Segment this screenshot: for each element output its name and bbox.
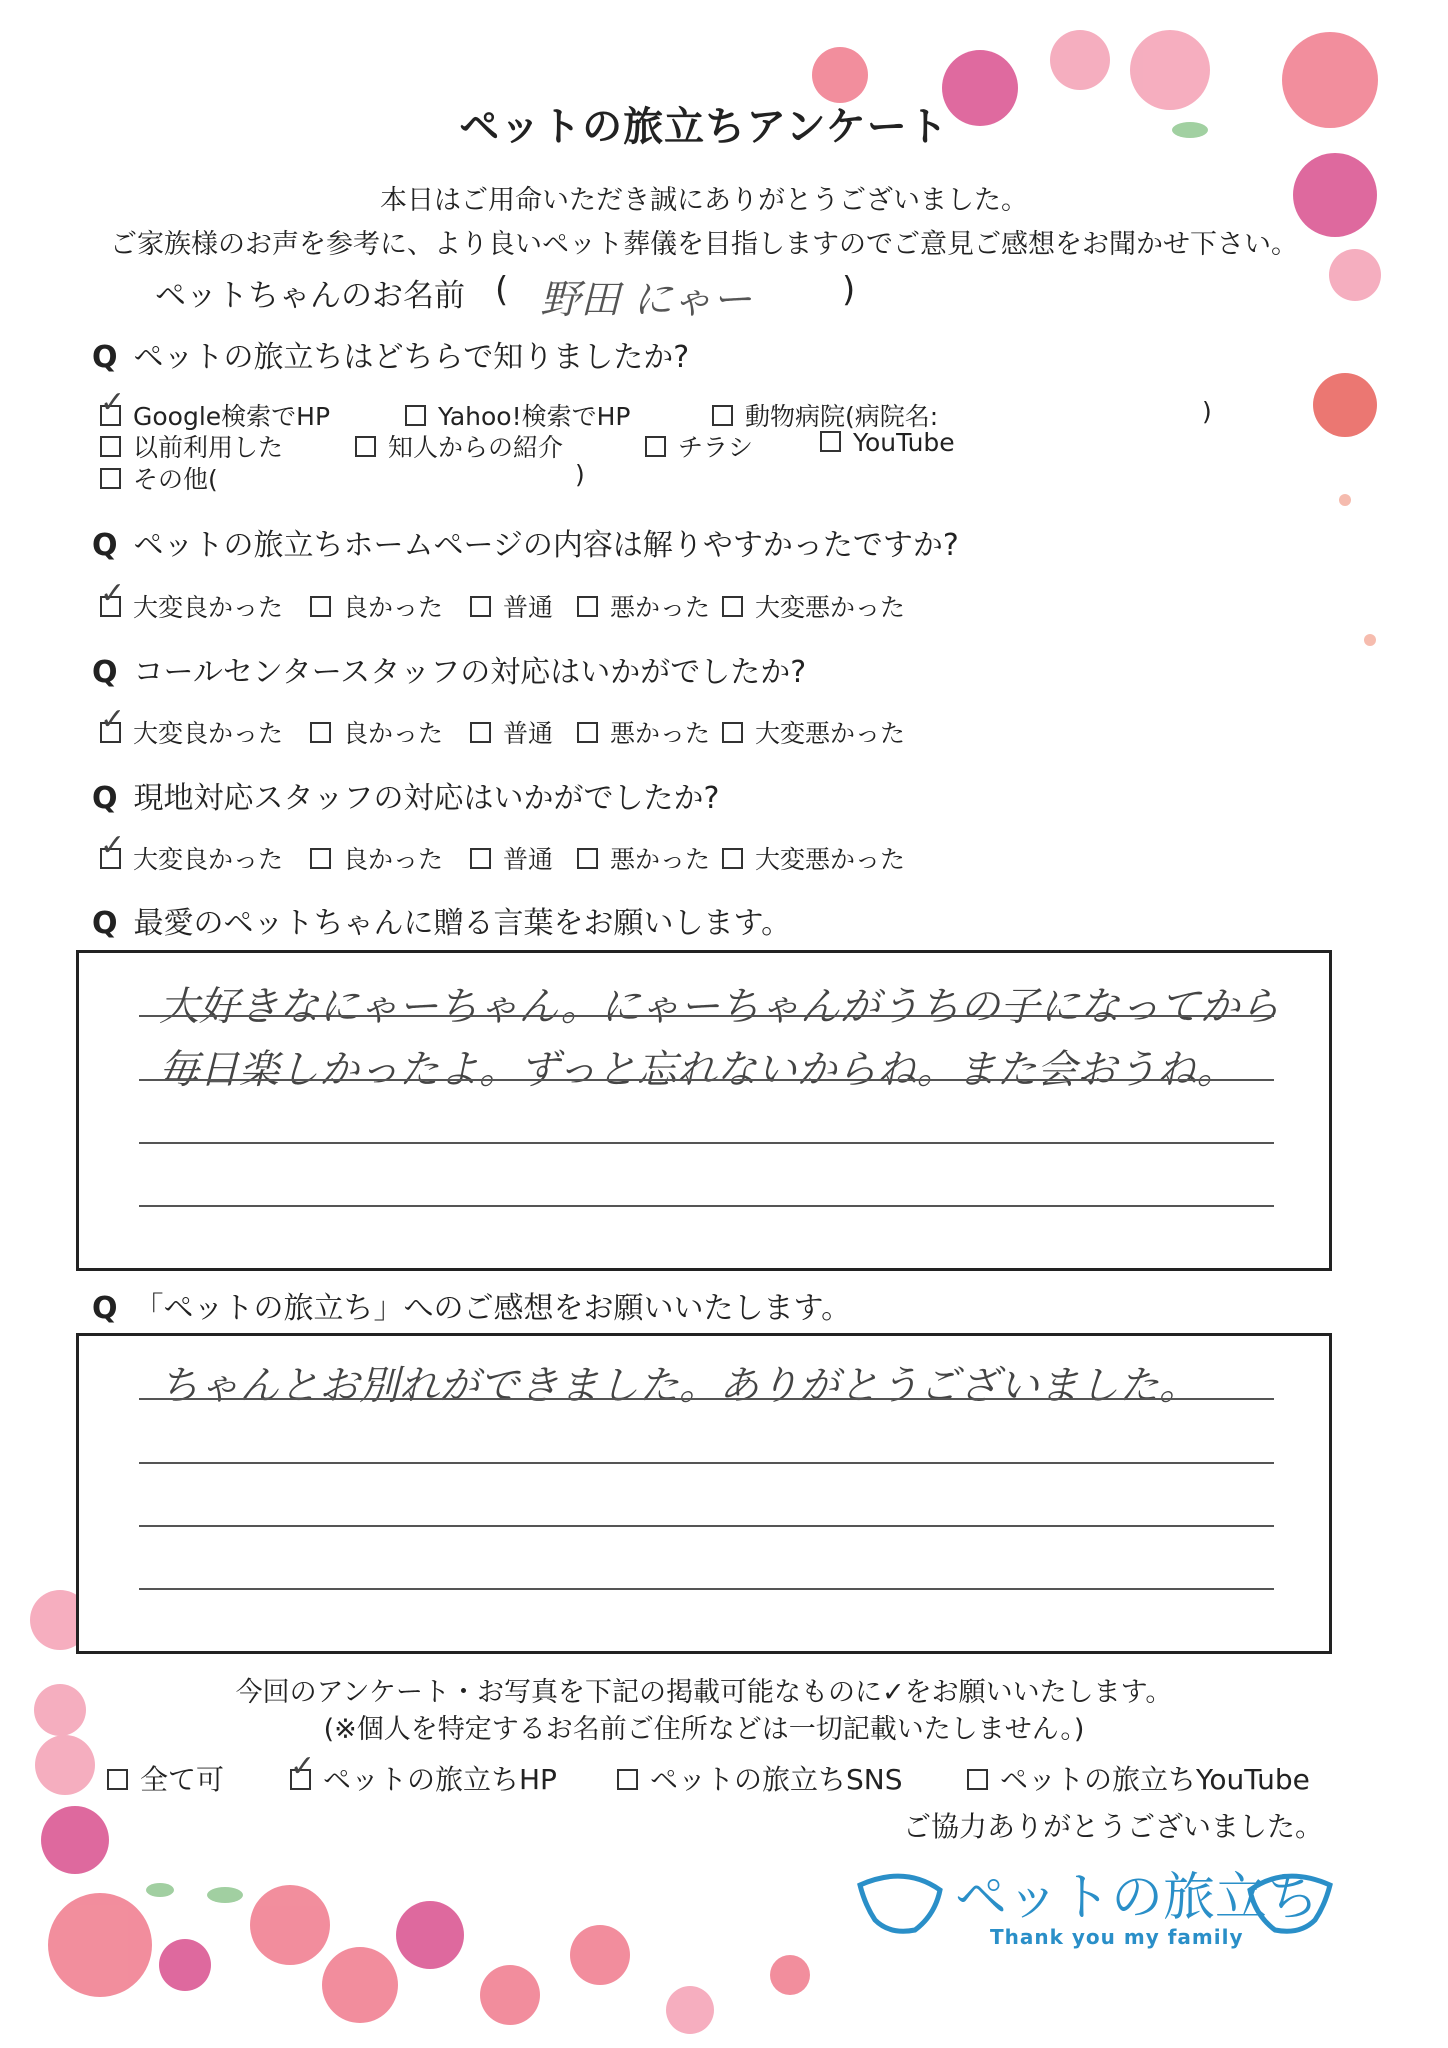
question-mark: Q <box>92 528 118 563</box>
question-text: 「ペットの旅立ち」へのご感想をお願いいたします。 <box>133 1291 852 1326</box>
checkbox[interactable] <box>712 405 733 426</box>
checkbox[interactable] <box>722 722 743 743</box>
other-close-paren: ) <box>575 460 585 489</box>
ruled-line <box>139 1525 1274 1527</box>
question-mark: Q <box>92 906 118 941</box>
q4-option-very-good[interactable] <box>100 840 283 876</box>
question-3 <box>92 647 806 691</box>
checkbox[interactable] <box>577 596 598 617</box>
option-label: 普通 <box>503 593 554 622</box>
option-label: 悪かった <box>610 845 711 874</box>
option-label: 悪かった <box>610 719 711 748</box>
question-mark: Q <box>92 781 118 816</box>
checkbox[interactable] <box>405 405 426 426</box>
checkbox[interactable] <box>577 722 598 743</box>
ruled-line <box>139 1205 1274 1207</box>
option-label: 動物病院(病院名: <box>745 402 939 431</box>
option-label: 全て可 <box>140 1763 225 1796</box>
closing-message: ご協力ありがとうございました。 <box>902 1810 1323 1843</box>
option-label: 普通 <box>503 845 554 874</box>
option-label: 大変悪かった <box>755 593 906 622</box>
ruled-line <box>139 1142 1274 1144</box>
message-answer-box[interactable] <box>76 950 1332 1271</box>
option-label: その他( <box>133 465 218 494</box>
option-label: 普通 <box>503 719 554 748</box>
checkbox[interactable] <box>107 1769 128 1790</box>
checkbox[interactable] <box>470 722 491 743</box>
q2-option-good[interactable] <box>310 588 443 624</box>
answer-line-1: ちゃんとお別れができました。ありがとうございました。 <box>159 1363 1199 1409</box>
option-label: 良かった <box>343 719 444 748</box>
checkbox[interactable] <box>722 848 743 869</box>
q2-option-bad[interactable] <box>577 588 710 624</box>
checkbox[interactable] <box>310 722 331 743</box>
option-other[interactable] <box>100 460 218 496</box>
answer-line-1: 大好きなにゃーちゃん。にゃーちゃんがうちの子になってから <box>159 984 1280 1030</box>
checkbox[interactable] <box>577 848 598 869</box>
ruled-line <box>139 1398 1274 1400</box>
option-label: 良かった <box>343 593 444 622</box>
option-label: ペットの旅立ちSNS <box>650 1763 903 1796</box>
option-label: 良かった <box>343 845 444 874</box>
answer-line-2: 毎日楽しかったよ。ずっと忘れないからね。また会おうね。 <box>159 1047 1237 1093</box>
brand-logo <box>845 1855 1345 1975</box>
option-label: 大変悪かった <box>755 719 906 748</box>
page-title: ペットの旅立ちアンケート <box>459 104 949 150</box>
pet-name-label: ペットちゃんのお名前 <box>155 278 465 314</box>
checkbox[interactable] <box>100 468 121 489</box>
q3-option-very-good[interactable] <box>100 714 283 750</box>
q4-option-bad[interactable] <box>577 840 710 876</box>
question-text: ペットの旅立ちはどちらで知りましたか? <box>133 340 690 375</box>
checkbox-checked[interactable] <box>290 1769 311 1790</box>
ruled-line <box>139 1079 1274 1081</box>
checkbox[interactable] <box>967 1769 988 1790</box>
checkbox[interactable] <box>355 436 376 457</box>
option-label: Google検索でHP <box>133 402 331 431</box>
feedback-answer-box[interactable] <box>76 1333 1332 1654</box>
question-2 <box>92 520 959 564</box>
checkbox[interactable] <box>470 596 491 617</box>
publish-option-all[interactable] <box>107 1758 224 1798</box>
question-mark: Q <box>92 1291 118 1326</box>
q4-option-normal[interactable] <box>470 840 553 876</box>
question-text: 現地対応スタッフの対応はいかがでしたか? <box>133 781 720 816</box>
checkbox-checked[interactable] <box>100 722 121 743</box>
intro-line-1: 本日はご用命いただき誠にありがとうございました。 <box>380 185 1028 216</box>
option-label: Yahoo!検索でHP <box>438 402 631 431</box>
ruled-line <box>139 1462 1274 1464</box>
question-4 <box>92 773 719 817</box>
checkbox-checked[interactable] <box>100 405 121 426</box>
checkbox-checked[interactable] <box>100 848 121 869</box>
question-6 <box>92 1283 851 1327</box>
checkbox[interactable] <box>470 848 491 869</box>
pet-name-open-paren: ( <box>495 270 509 310</box>
publish-option-sns[interactable] <box>617 1758 903 1798</box>
question-text: 最愛のペットちゃんに贈る言葉をお願いします。 <box>133 906 792 941</box>
q3-option-good[interactable] <box>310 714 443 750</box>
q3-option-normal[interactable] <box>470 714 553 750</box>
option-label: ペットの旅立ちHP <box>323 1763 557 1796</box>
publish-notice-2: (※個人を特定するお名前ご住所などは一切記載いたしません。) <box>323 1714 1085 1745</box>
q2-option-very-good[interactable] <box>100 588 283 624</box>
checkbox[interactable] <box>100 436 121 457</box>
q2-option-very-bad[interactable] <box>722 588 905 624</box>
checkbox-checked[interactable] <box>100 596 121 617</box>
option-referral[interactable] <box>355 428 563 464</box>
option-label: 以前利用した <box>133 433 284 462</box>
question-5 <box>92 898 791 942</box>
question-mark: Q <box>92 340 118 375</box>
option-label: 大変良かった <box>133 593 284 622</box>
checkbox[interactable] <box>722 596 743 617</box>
option-flyer[interactable] <box>645 428 753 464</box>
publish-option-youtube[interactable] <box>967 1758 1310 1798</box>
q3-option-very-bad[interactable] <box>722 714 905 750</box>
q2-option-normal[interactable] <box>470 588 553 624</box>
ruled-line <box>139 1015 1274 1017</box>
publish-option-hp[interactable] <box>290 1758 557 1798</box>
option-label: 大変良かった <box>133 845 284 874</box>
option-label: 大変良かった <box>133 719 284 748</box>
checkbox[interactable] <box>617 1769 638 1790</box>
q3-option-bad[interactable] <box>577 714 710 750</box>
question-text: コールセンタースタッフの対応はいかがでしたか? <box>133 655 807 690</box>
checkbox[interactable] <box>645 436 666 457</box>
logo-text: ペットの旅立ち <box>955 1868 1320 1928</box>
publish-notice-1: 今回のアンケート・お写真を下記の掲載可能なものに✓をお願いいたします。 <box>235 1677 1173 1708</box>
option-label: 知人からの紹介 <box>388 433 564 462</box>
checkbox[interactable] <box>310 596 331 617</box>
option-label: チラシ <box>678 433 754 462</box>
option-label: 大変悪かった <box>755 845 906 874</box>
option-youtube[interactable] <box>820 428 955 457</box>
question-text: ペットの旅立ちホームページの内容は解りやすかったですか? <box>133 528 959 563</box>
q4-option-very-bad[interactable] <box>722 840 905 876</box>
logo-tagline: Thank you my family <box>990 1925 1244 1949</box>
pet-name-value[interactable]: 野田 にゃー <box>540 277 752 323</box>
option-label: YouTube <box>853 428 955 457</box>
question-1 <box>92 332 689 376</box>
checkbox[interactable] <box>820 431 841 452</box>
checkbox[interactable] <box>310 848 331 869</box>
option-label: ペットの旅立ちYouTube <box>1000 1763 1310 1796</box>
question-mark: Q <box>92 655 118 690</box>
option-used-before[interactable] <box>100 428 283 464</box>
q4-option-good[interactable] <box>310 840 443 876</box>
hospital-close-paren: ) <box>1202 397 1212 426</box>
option-label: 悪かった <box>610 593 711 622</box>
pet-name-close-paren: ) <box>842 270 856 310</box>
intro-line-2: ご家族様のお声を参考に、より良いペット葬儀を目指しますのでご意見ご感想をお聞かせ下さい。 <box>110 229 1298 260</box>
ruled-line <box>139 1588 1274 1590</box>
